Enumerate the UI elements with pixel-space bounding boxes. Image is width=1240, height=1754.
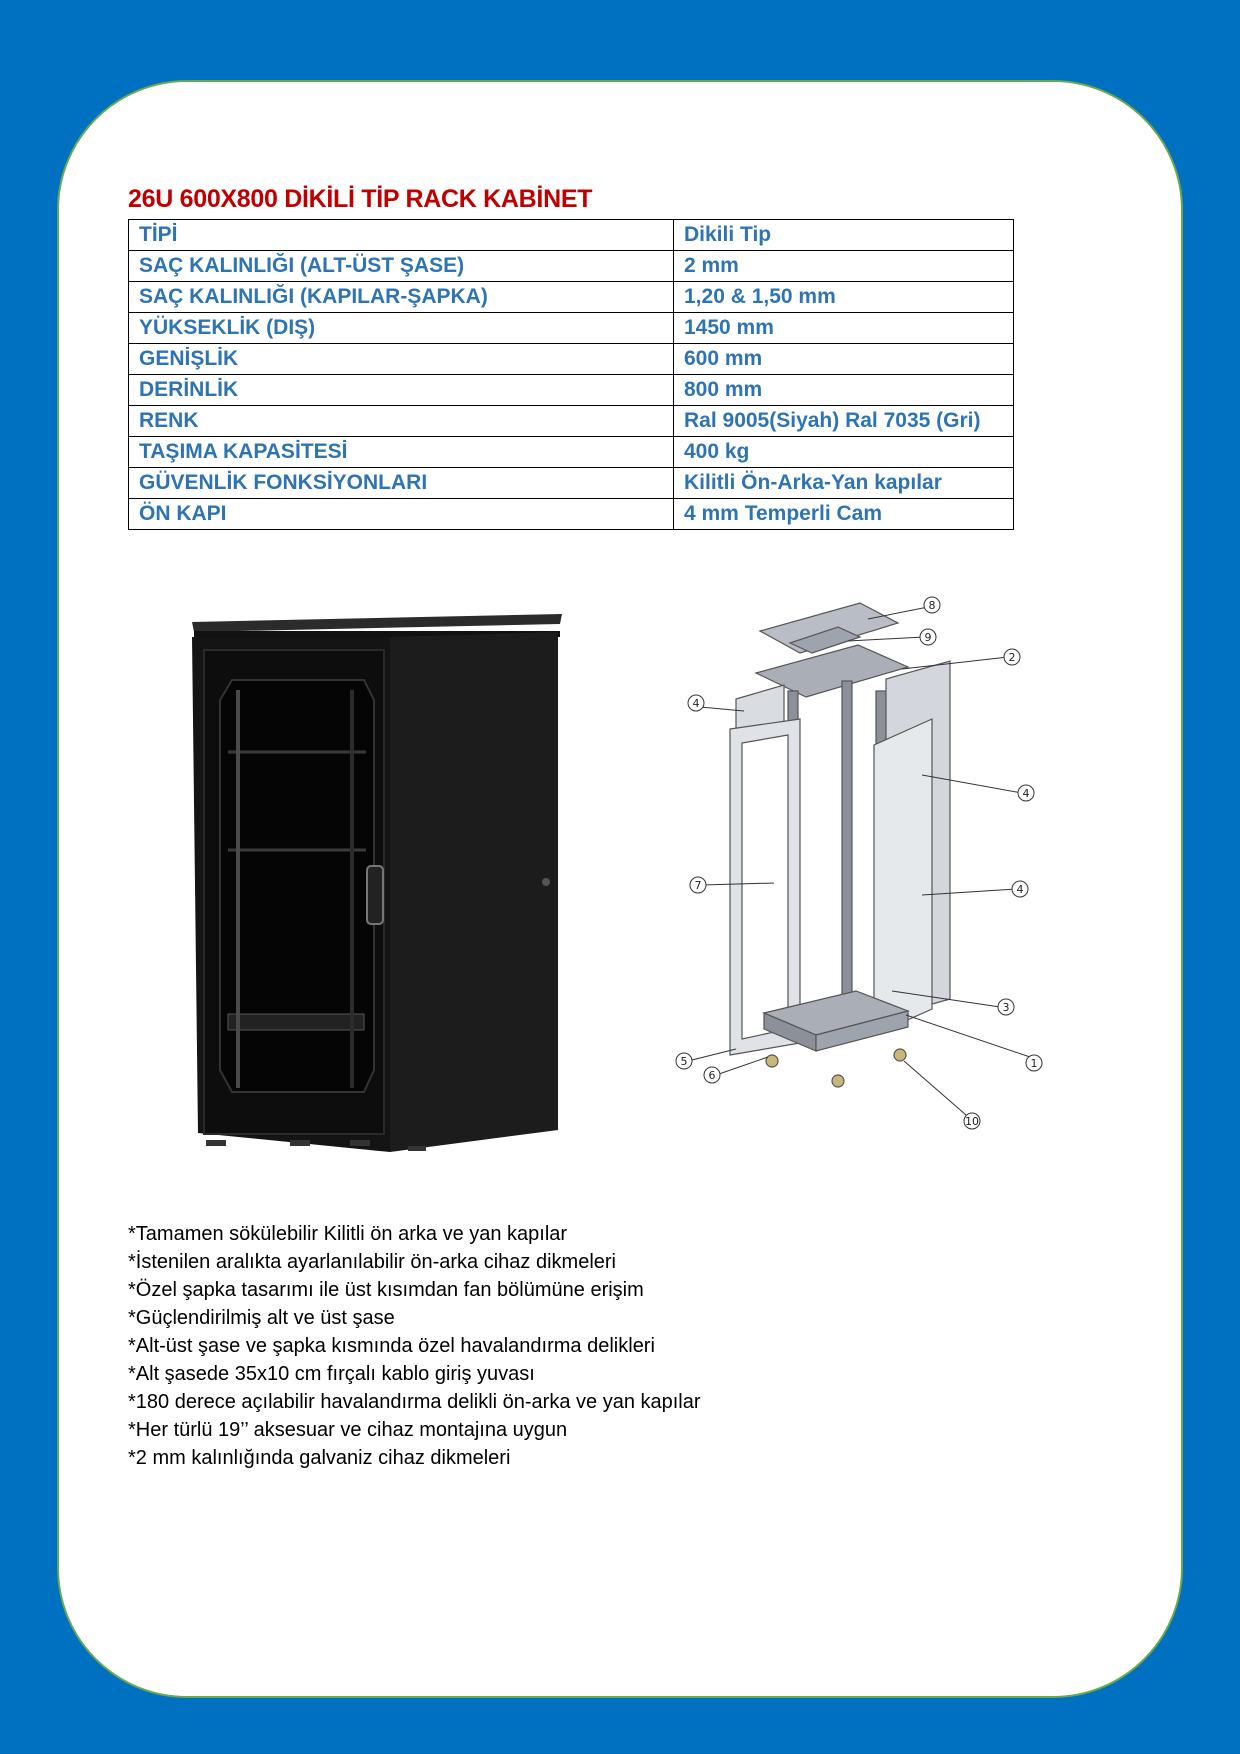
feature-item: *Tamamen sökülebilir Kilitli ön arka ve yan kapılar [128,1223,568,1245]
callout-label: 2 [1008,651,1016,664]
spec-label: DERİNLİK [129,375,674,406]
spec-value: 1,20 & 1,50 mm [674,282,1014,313]
spec-row [129,313,1014,344]
feature-item: *Alt şasede 35x10 cm fırçalı kablo giriş yuvası [128,1363,535,1385]
feature-item: *2 mm kalınlığında galvaniz cihaz dikmeleri [128,1447,511,1469]
spec-label: YÜKSEKLİK (DIŞ) [129,313,674,344]
spec-label: SAÇ KALINLIĞI (ALT-ÜST ŞASE) [129,251,674,282]
feature-item: *180 derece açılabilir havalandırma delikli ön-arka ve yan kapılar [128,1391,701,1413]
spec-label: TİPİ [129,220,674,251]
spec-value: 4 mm Temperli Cam [674,499,1014,530]
spec-value: 600 mm [674,344,1014,375]
cabinet-side [390,632,558,1152]
right-side-panel [874,719,932,1035]
feature-item: *Güçlendirilmiş alt ve üst şase [128,1307,395,1329]
cabinet-top [192,614,562,632]
feature-item: *Özel şapka tasarımı ile üst kısımdan fan bölümüne erişim [128,1279,644,1301]
spec-label: ÖN KAPI [129,499,674,530]
callout-label: 8 [928,599,936,612]
callout-label: 4 [692,697,700,710]
feature-item: *Her türlü 19’’ aksesuar ve cihaz montajına uygun [128,1419,568,1441]
spec-row [129,406,1014,437]
spec-label: SAÇ KALINLIĞI (KAPILAR-ŞAPKA) [129,282,674,313]
patch-panel [228,1014,364,1030]
callout-label: 10 [965,1115,979,1128]
spec-row [129,375,1014,406]
spec-value: Dikili Tip [674,220,1014,251]
exploded-diagram [660,595,1060,1145]
spec-row [129,499,1014,530]
page-title: 26U 600X800 DİKİLİ TİP RACK KABİNET [128,185,593,213]
feature-list [128,1220,701,1472]
spec-value: 400 kg [674,437,1014,468]
spec-value: 2 mm [674,251,1014,282]
spec-label: TAŞIMA KAPASİTESİ [129,437,674,468]
spec-value: Ral 9005(Siyah) Ral 7035 (Gri) [674,406,1014,437]
callout-label: 1 [1030,1057,1038,1070]
spec-row [129,344,1014,375]
spec-label: RENK [129,406,674,437]
feature-item: *Alt-üst şase ve şapka kısmında özel havalandırma delikleri [128,1335,655,1357]
callout-label: 5 [680,1055,688,1068]
callout-label: 3 [1002,1001,1010,1014]
cabinet-photo [180,600,570,1180]
callout-label: 7 [694,879,702,892]
spec-row [129,468,1014,499]
side-lock [542,878,550,886]
feature-item: *İstenilen aralıkta ayarlanılabilir ön-arka cihaz dikmeleri [128,1251,616,1273]
spec-row [129,282,1014,313]
spec-row [129,437,1014,468]
spec-label: GÜVENLİK FONKSİYONLARI [129,468,674,499]
spec-label: GENİŞLİK [129,344,674,375]
spec-table [128,219,1014,530]
spec-value: 800 mm [674,375,1014,406]
spec-row [129,251,1014,282]
callout-label: 4 [1022,787,1030,800]
spec-row [129,220,1014,251]
spec-value: Kilitli Ön-Arka-Yan kapılar [674,468,1014,499]
callout-label: 4 [1016,883,1024,896]
spec-value: 1450 mm [674,313,1014,344]
callout-label: 9 [924,631,932,644]
callout-label: 6 [708,1069,716,1082]
door-handle [367,866,383,924]
